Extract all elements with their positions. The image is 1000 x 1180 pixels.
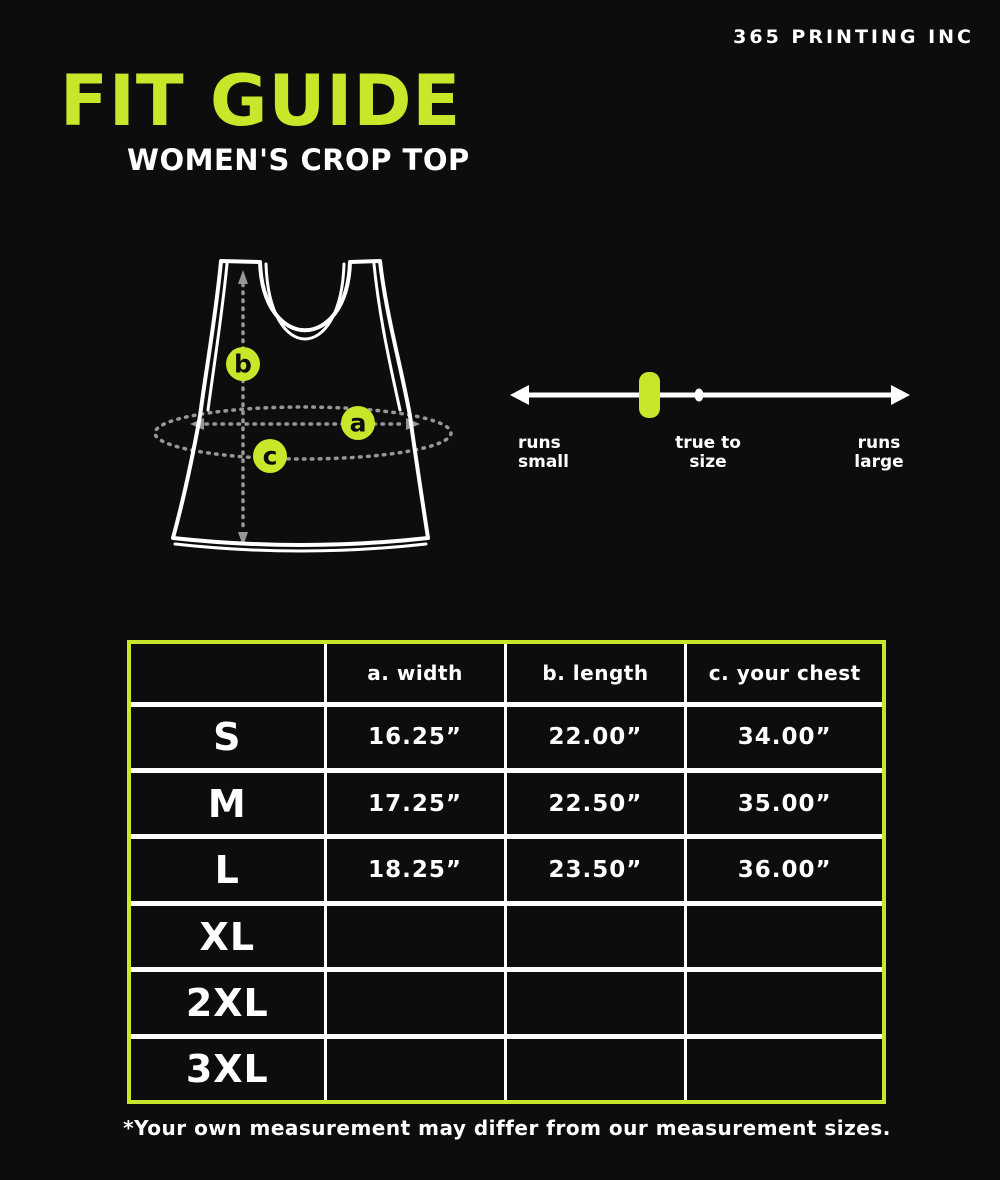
fit-scale-center-dot	[695, 389, 704, 402]
width-cell-3xl	[327, 1039, 504, 1100]
length-cell-m: 22.50”	[507, 773, 685, 834]
marker-a	[341, 406, 375, 440]
length-arrow-up-icon	[238, 270, 248, 284]
table-header-length: b. length	[507, 644, 685, 702]
fit-scale-label-line: true to	[675, 433, 741, 453]
length-cell-3xl	[507, 1039, 685, 1100]
length-cell-l: 23.50”	[507, 839, 685, 900]
marker-b-label: b	[234, 349, 252, 379]
marker-b	[226, 347, 260, 381]
page-title: FIT GUIDE	[60, 60, 462, 142]
collar-inner-line	[266, 264, 344, 339]
size-label-cell-3xl: 3XL	[131, 1039, 324, 1100]
table-header-chest: c. your chest	[687, 644, 882, 702]
chest-cell-l: 36.00”	[687, 839, 882, 900]
length-cell-xl	[507, 906, 685, 967]
fit-scale-label-true-to-size	[675, 434, 741, 472]
width-cell-s: 16.25”	[327, 707, 504, 768]
fit-scale-arrow-left-icon	[510, 385, 529, 405]
page-subtitle: WOMEN'S CROP TOP	[127, 143, 470, 177]
length-cell-s: 22.00”	[507, 707, 685, 768]
fit-scale-label-line: small	[518, 452, 569, 472]
armhole-right-seam	[374, 264, 400, 410]
fit-scale-label-line: large	[854, 452, 904, 472]
size-label-cell-s: S	[131, 707, 324, 768]
table-header-width: a. width	[327, 644, 504, 702]
size-label-cell-l: L	[131, 839, 324, 900]
brand-name: 365 PRINTING INC	[733, 26, 974, 48]
size-label-cell-2xl: 2XL	[131, 972, 324, 1033]
chest-cell-3xl	[687, 1039, 882, 1100]
fit-scale-label-runs-small	[518, 434, 569, 472]
size-table	[127, 640, 886, 1104]
marker-c	[253, 439, 287, 473]
fit-scale-label-line: size	[689, 452, 727, 472]
garment-outline	[173, 261, 428, 545]
size-label-cell-m: M	[131, 773, 324, 834]
crop-top-diagram	[138, 250, 468, 560]
fit-scale-arrow-right-icon	[891, 385, 910, 405]
width-cell-xl	[327, 906, 504, 967]
fit-scale-label-runs-large	[854, 434, 903, 472]
fit-scale-label-line: runs	[857, 433, 901, 453]
size-label-cell-xl: XL	[131, 906, 324, 967]
table-header-empty	[131, 644, 324, 702]
marker-c-label: c	[262, 441, 278, 471]
length-cell-2xl	[507, 972, 685, 1033]
chest-cell-s: 34.00”	[687, 707, 882, 768]
chest-cell-m: 35.00”	[687, 773, 882, 834]
measurement-disclaimer: *Your own measurement may differ from our measurement sizes.	[123, 1116, 891, 1140]
fit-scale-label-line: runs	[518, 433, 561, 453]
marker-a-label: a	[349, 408, 367, 438]
chest-cell-xl	[687, 906, 882, 967]
width-cell-l: 18.25”	[327, 839, 504, 900]
fit-scale	[505, 369, 915, 421]
chest-cell-2xl	[687, 972, 882, 1033]
fit-indicator	[639, 372, 660, 418]
width-cell-m: 17.25”	[327, 773, 504, 834]
width-cell-2xl	[327, 972, 504, 1033]
